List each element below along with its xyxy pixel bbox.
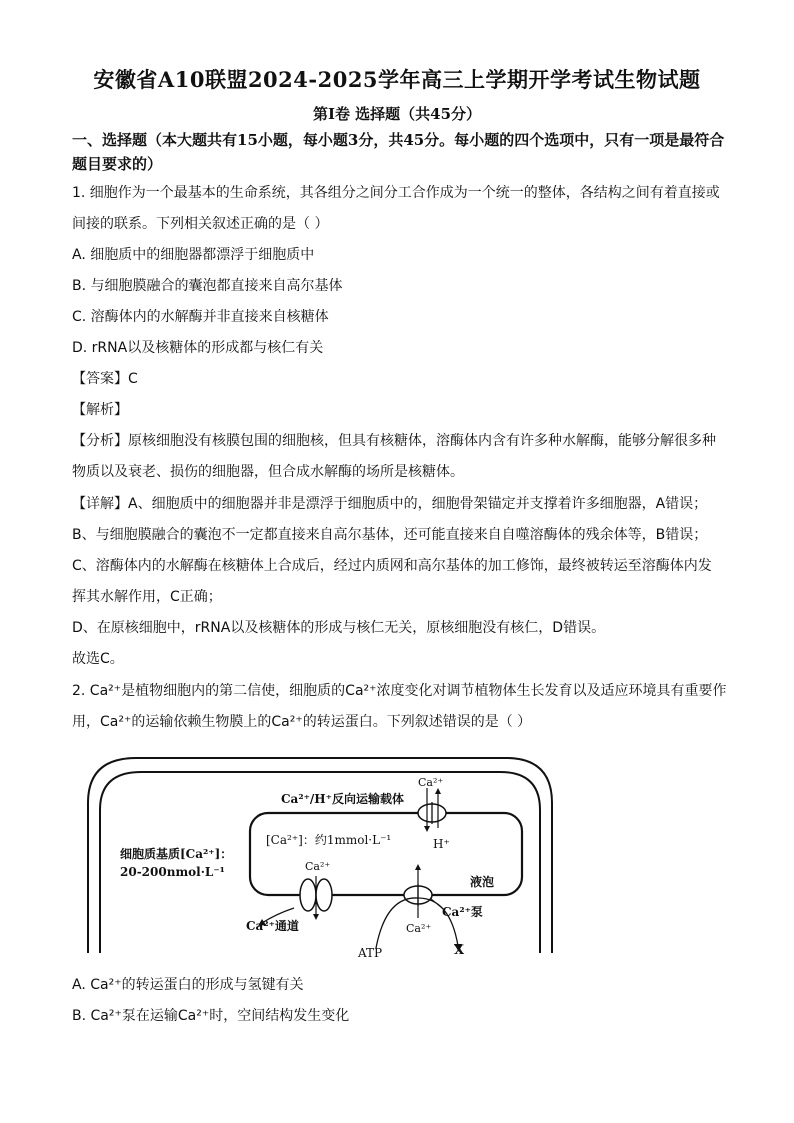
q1-detail-line: C、溶酶体内的水解酶在核糖体上合成后，经过内质网和高尔基体的加工修饰，最终被转运至溶酶体内发 [72,558,712,574]
q1-detail-line: B、与细胞膜融合的囊泡不一定都直接来自高尔基体，还可能直接来自自噬溶酶体的残余体等，B错误； [72,527,708,543]
q2-stem-line-1: 2. Ca²⁺是植物细胞内的第二信使，细胞质的Ca²⁺浓度变化对调节植物体生长发育以及适应环境具有重要作 [72,683,727,699]
q1-detail-line: 故选C。 [72,651,124,667]
q1-detail-line: 【详解】A、细胞质中的细胞器并非是漂浮于细胞质中的，细胞骨架锚定并支撑着许多细胞器，A错误； [72,496,708,512]
section-heading: 一、选择题（本大题共有15小题，每小题3分，共45分。每小题的四个选项中，只有一项是最符合题目要求的） [72,131,725,173]
h-ion-label: H⁺ [433,837,450,851]
x-label: X [454,943,465,958]
q1-fenxi-line-1: 【分析】原核细胞没有核膜包围的细胞核，但具有核糖体，溶酶体内含有许多种水解酶，能够分解很多种 [72,433,716,449]
q1-option-b: B. 与细胞膜融合的囊泡都直接来自高尔基体 [72,278,343,294]
q1-option-d: D. rRNA以及核糖体的形成都与核仁有关 [72,340,324,356]
calcium-channel-right [316,879,332,911]
q1-stem-line-1: 1. 细胞作为一个最基本的生命系统，其各组分之间分工合作成为一个统一的整体，各结构之间有着直接或 [72,185,720,201]
q1-option-a: A. 细胞质中的细胞器都漂浮于细胞质中 [72,247,315,263]
cytoplasm-label-1: 细胞质基质[Ca²⁺]： [120,847,233,861]
q2-stem-line-2: 用，Ca²⁺的运输依赖生物膜上的Ca²⁺的转运蛋白。下列叙述错误的是（ ） [72,714,532,730]
paper-title: 安徽省A10联盟2024-2025学年高三上学期开学考试生物试题 [93,67,701,92]
calcium-transport-diagram [86,748,556,963]
q1-option-c: C. 溶酶体内的水解酶并非直接来自核糖体 [72,309,329,325]
atp-label: ATP [358,946,383,960]
cytoplasm-label-2: 20-200nmol·L⁻¹ [120,865,225,879]
q1-fenxi-line-2: 物质以及衰老、损伤的细胞器，但合成水解酶的场所是核糖体。 [72,464,464,480]
vacuole-concentration: [Ca²⁺]：约1mmol·L⁻¹ [266,833,392,847]
pump-label: Ca²⁺泵 [442,905,483,919]
q2-option-a: A. Ca²⁺的转运蛋白的形成与氢键有关 [72,977,304,993]
channel-label: Ca²⁺通道 [246,919,299,933]
q1-stem-line-2: 间接的联系。下列相关叙述正确的是（ ） [72,216,329,232]
q1-analysis-tag: 【解析】 [72,402,128,418]
q1-detail-line: 挥其水解作用，C正确； [72,589,222,605]
vacuole-label: 液泡 [470,875,495,889]
pump-ca-label: Ca²⁺ [406,922,432,935]
channel-ca-label: Ca²⁺ [305,860,331,873]
antiporter-ca-label: Ca²⁺ [418,776,444,789]
q1-answer: 【答案】C [72,371,138,387]
calcium-channel-left [300,879,316,911]
antiporter-label: Ca²⁺/H⁺反向运输载体 [281,792,404,806]
q2-option-b: B. Ca²⁺泵在运输Ca²⁺时，空间结构发生变化 [72,1008,350,1024]
q1-detail-line: D、在原核细胞中，rRNA以及核糖体的形成与核仁无关，原核细胞没有核仁，D错误。 [72,620,606,636]
paper-subtitle: 第Ⅰ卷 选择题（共45分） [312,105,482,123]
